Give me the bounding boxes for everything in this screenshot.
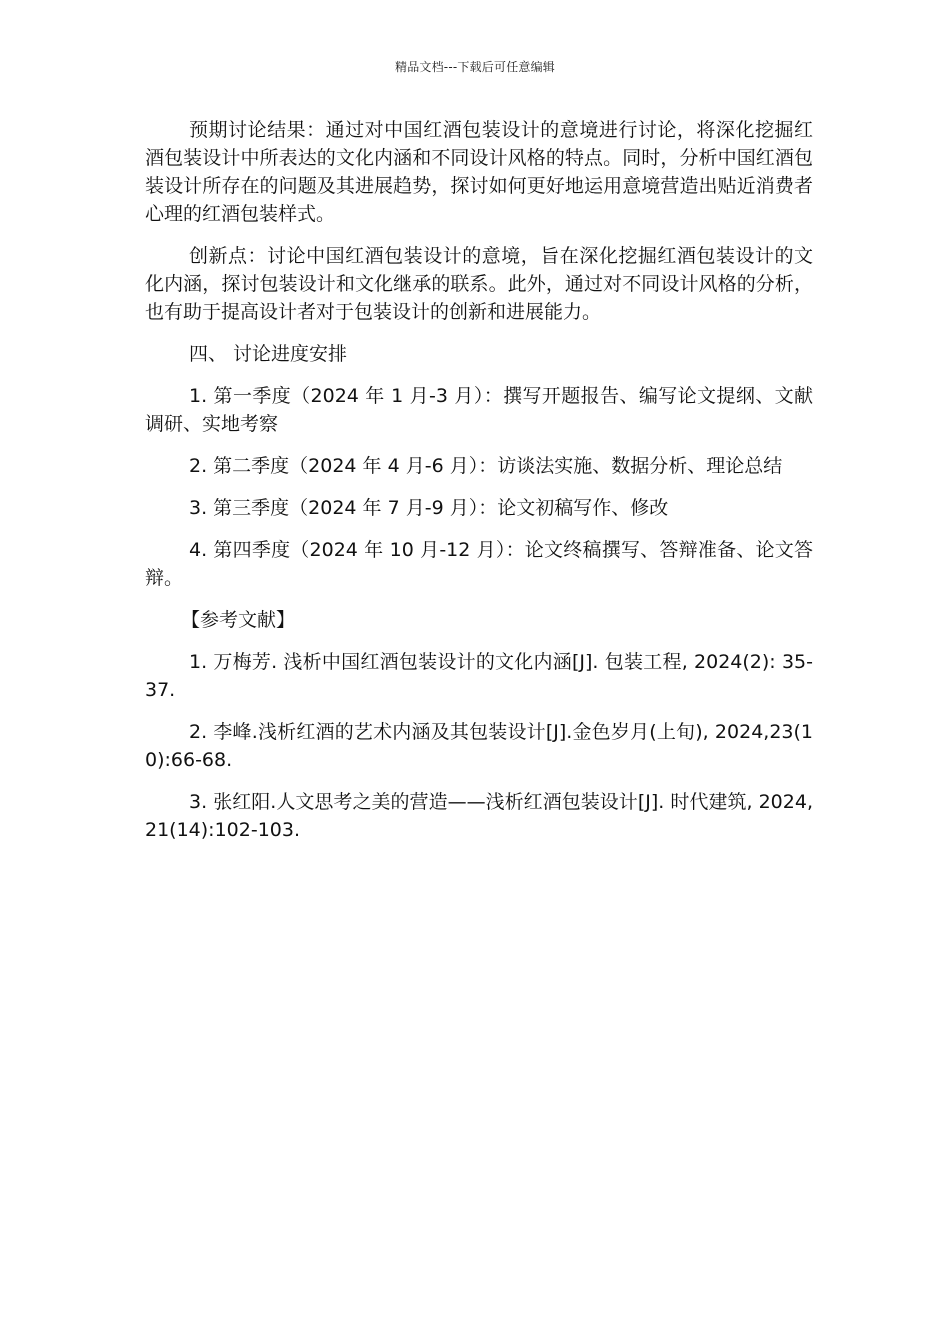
schedule-item-q3: 3. 第三季度（2024 年 7 月-9 月）：论文初稿写作、修改 [189, 497, 669, 519]
reference-item-2: 2. 李峰.浅析红酒的艺术内涵及其包装设计[J].金色岁月(上旬), 2024,23(10):66-68. [145, 721, 813, 771]
references-heading: 【参考文献】 [181, 609, 296, 631]
document-body [145, 116, 813, 858]
page-header: 精品文档---下载后可任意编辑 [395, 60, 555, 74]
schedule-item-q1: 1. 第一季度（2024 年 1 月-3 月）：撰写开题报告、编写论文提纲、文献调研、实地考察 [145, 385, 813, 435]
schedule-heading: 四、 讨论进度安排 [189, 343, 348, 365]
expected-results-paragraph: 预期讨论结果：通过对中国红酒包装设计的意境进行讨论，将深化挖掘红酒包装设计中所表达的文化内涵和不同设计风格的特点。同时，分析中国红酒包装设计所存在的问题及其进展趋势，探讨如何更好地运用意境营造出贴近消费者心理的红酒包装样式。 [145, 119, 813, 225]
innovation-paragraph: 创新点：讨论中国红酒包装设计的意境，旨在深化挖掘红酒包装设计的文化内涵，探讨包装设计和文化继承的联系。此外，通过对不同设计风格的分析，也有助于提高设计者对于包装设计的创新和进展能力。 [145, 245, 813, 323]
schedule-item-q2: 2. 第二季度（2024 年 4 月-6 月）：访谈法实施、数据分析、理论总结 [189, 455, 783, 477]
schedule-item-q4: 4. 第四季度（2024 年 10 月-12 月）：论文终稿撰写、答辩准备、论文答辩。 [145, 539, 813, 589]
reference-item-1: 1. 万梅芳. 浅析中国红酒包装设计的文化内涵[J]. 包装工程, 2024(2): 35-37. [145, 651, 813, 701]
reference-item-3: 3. 张红阳.人文思考之美的营造——浅析红酒包装设计[J]. 时代建筑, 2024,21(14):102-103. [145, 791, 813, 841]
